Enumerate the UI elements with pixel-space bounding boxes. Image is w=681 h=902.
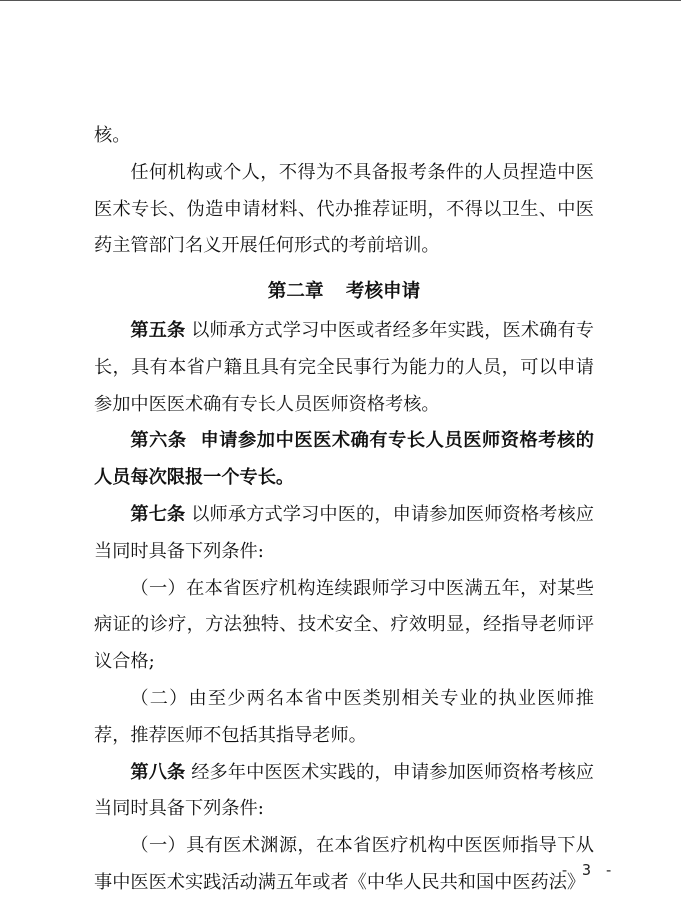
article-6-label: 第六条 bbox=[130, 430, 187, 452]
chapter-number: 第二章 bbox=[267, 281, 324, 303]
article-5-label: 第五条 bbox=[130, 319, 186, 341]
article-6-text: 申请参加中医医术确有专长人员医师资格考核的人员每次限报一个专长。 bbox=[94, 430, 594, 489]
article-8-item-1: （一）具有医术渊源，在本省医疗机构中医医师指导下从事中医医术实践活动满五年或者《中华人民共和国中医药法》 bbox=[94, 835, 594, 893]
article-7-item-2: （二）由至少两名本省中医类别相关专业的执业医师推荐，推荐医师不包括其指导老师。 bbox=[94, 687, 594, 746]
article-5-text: 以师承方式学习中医或者经多年实践，医术确有专长，具有本省户籍且具有完全民事行为能力的人员，可以申请参加中医医术确有专长人员医师资格考核。 bbox=[94, 319, 594, 415]
article-8-text: 经多年中医医术实践的，申请参加医师资格考核应当同时具备下列条件: bbox=[94, 761, 594, 820]
article-7-text: 以师承方式学习中医的，申请参加医师资格考核应当同时具备下列条件: bbox=[94, 503, 594, 562]
article-5 bbox=[94, 313, 594, 423]
paragraph-continuation: 核。 bbox=[94, 125, 131, 146]
chapter-heading bbox=[94, 265, 594, 313]
article-7 bbox=[94, 497, 594, 571]
top-border-line bbox=[0, 0, 681, 1]
document-page bbox=[94, 118, 594, 902]
article-8 bbox=[94, 755, 594, 829]
page-number: - 3 - bbox=[560, 861, 616, 879]
article-8-label: 第八条 bbox=[130, 761, 186, 783]
paragraph-prohibition: 任何机构或个人，不得为不具备报考条件的人员捏造中医医术专长、伪造申请材料、代办推荐证明，不得以卫生、中医药主管部门名义开展任何形式的考前培训。 bbox=[94, 161, 594, 257]
article-7-label: 第七条 bbox=[130, 503, 186, 525]
article-7-item-1: （一）在本省医疗机构连续跟师学习中医满五年，对某些病证的诊疗，方法独特、技术安全、疗效明显，经指导老师评议合格; bbox=[94, 577, 594, 673]
chapter-title: 考核申请 bbox=[345, 281, 421, 303]
article-6 bbox=[94, 423, 594, 497]
